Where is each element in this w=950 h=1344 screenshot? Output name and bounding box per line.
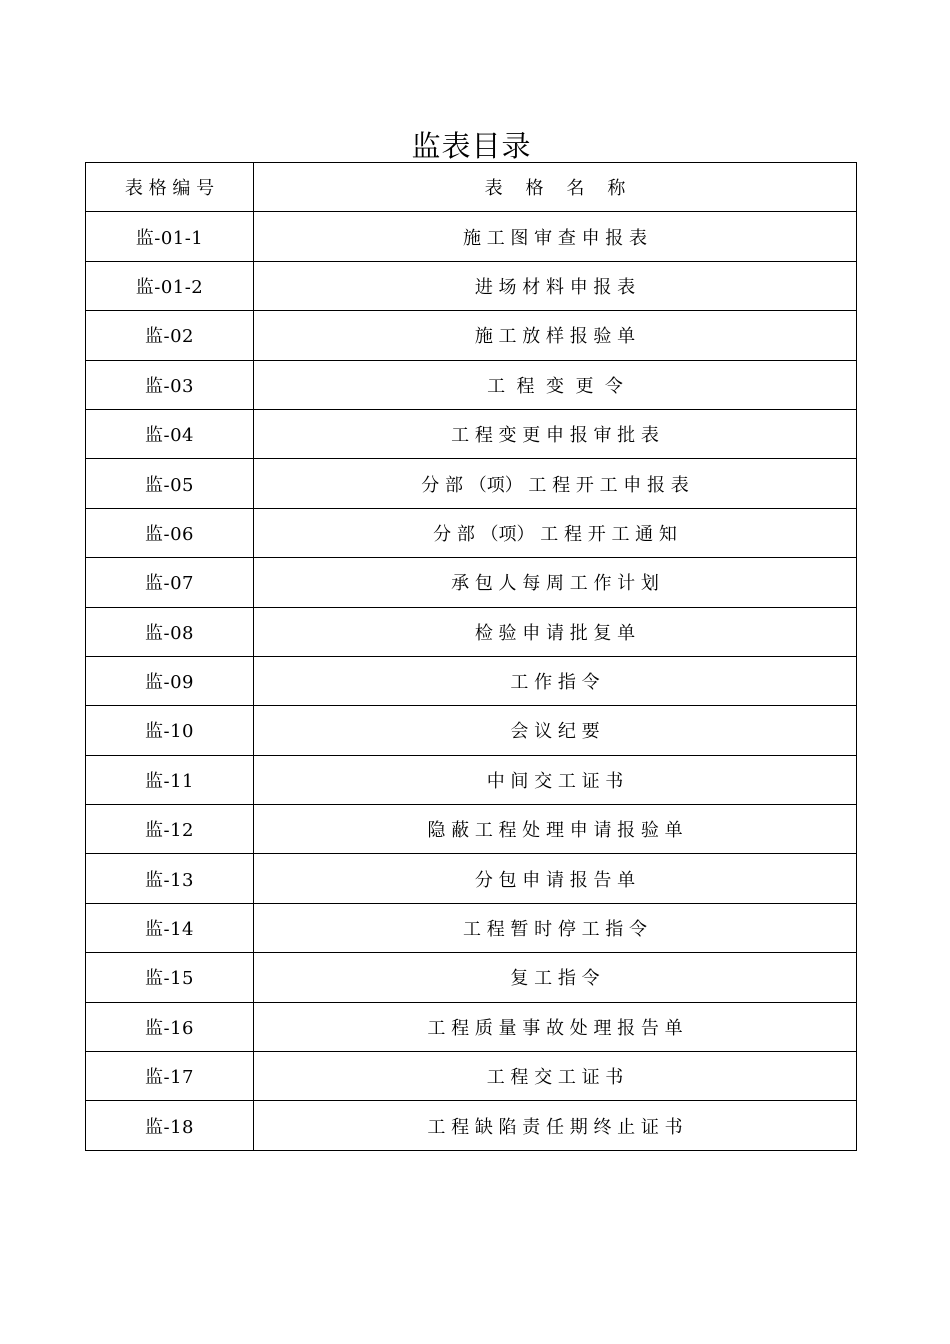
form-name-cell: 工 程 变 更 令 (254, 360, 857, 409)
form-name-cell: 工 程 暂 时 停 工 指 令 (254, 903, 857, 952)
table-row (86, 805, 857, 854)
table-row (86, 607, 857, 656)
form-code-cell: 监-04 (86, 409, 254, 458)
table-row (86, 1002, 857, 1051)
form-name-cell: 工 作 指 令 (254, 656, 857, 705)
form-name-cell: 进 场 材 料 申 报 表 (254, 261, 857, 310)
column-header-code: 表 格 编 号 (86, 163, 254, 212)
form-code-cell: 监-17 (86, 1052, 254, 1101)
table-row (86, 212, 857, 261)
table-row (86, 656, 857, 705)
form-name-cell: 中 间 交 工 证 书 (254, 755, 857, 804)
table-row (86, 409, 857, 458)
form-code-cell: 监-06 (86, 508, 254, 557)
page-title: 监表目录 (411, 129, 532, 163)
form-code-cell: 监-07 (86, 558, 254, 607)
form-name-cell: 分 包 申 请 报 告 单 (254, 854, 857, 903)
form-name-cell: 工 程 变 更 申 报 审 批 表 (254, 409, 857, 458)
form-code-cell: 监-11 (86, 755, 254, 804)
table-row (86, 311, 857, 360)
form-name-cell: 检 验 申 请 批 复 单 (254, 607, 857, 656)
form-catalog-table (85, 162, 857, 1151)
table-row (86, 261, 857, 310)
table-row (86, 1052, 857, 1101)
form-name-cell: 工 程 缺 陷 责 任 期 终 止 证 书 (254, 1101, 857, 1150)
form-name-cell: 复 工 指 令 (254, 953, 857, 1002)
table-row (86, 854, 857, 903)
table-row (86, 508, 857, 557)
table-header-row (86, 163, 857, 212)
table-row (86, 953, 857, 1002)
form-name-cell: 承 包 人 每 周 工 作 计 划 (254, 558, 857, 607)
form-code-cell: 监-18 (86, 1101, 254, 1150)
table-row (86, 558, 857, 607)
form-code-cell: 监-01-2 (86, 261, 254, 310)
form-name-cell: 分 部 （项） 工 程 开 工 通 知 (254, 508, 857, 557)
form-name-cell: 施 工 放 样 报 验 单 (254, 311, 857, 360)
form-code-cell: 监-09 (86, 656, 254, 705)
form-name-cell: 工 程 交 工 证 书 (254, 1052, 857, 1101)
table-row (86, 1101, 857, 1150)
form-code-cell: 监-03 (86, 360, 254, 409)
form-name-cell: 分 部 （项） 工 程 开 工 申 报 表 (254, 459, 857, 508)
table-row (86, 755, 857, 804)
form-code-cell: 监-15 (86, 953, 254, 1002)
form-name-cell: 施 工 图 审 查 申 报 表 (254, 212, 857, 261)
table-row (86, 706, 857, 755)
form-name-cell: 会 议 纪 要 (254, 706, 857, 755)
form-code-cell: 监-13 (86, 854, 254, 903)
form-code-cell: 监-14 (86, 903, 254, 952)
form-code-cell: 监-08 (86, 607, 254, 656)
column-header-name: 表 格 名 称 (254, 163, 857, 212)
table-row (86, 459, 857, 508)
form-code-cell: 监-05 (86, 459, 254, 508)
form-code-cell: 监-16 (86, 1002, 254, 1051)
form-code-cell: 监-10 (86, 706, 254, 755)
form-code-cell: 监-12 (86, 805, 254, 854)
table-row (86, 360, 857, 409)
form-name-cell: 隐 蔽 工 程 处 理 申 请 报 验 单 (254, 805, 857, 854)
form-name-cell: 工 程 质 量 事 故 处 理 报 告 单 (254, 1002, 857, 1051)
form-code-cell: 监-01-1 (86, 212, 254, 261)
table-row (86, 903, 857, 952)
form-code-cell: 监-02 (86, 311, 254, 360)
